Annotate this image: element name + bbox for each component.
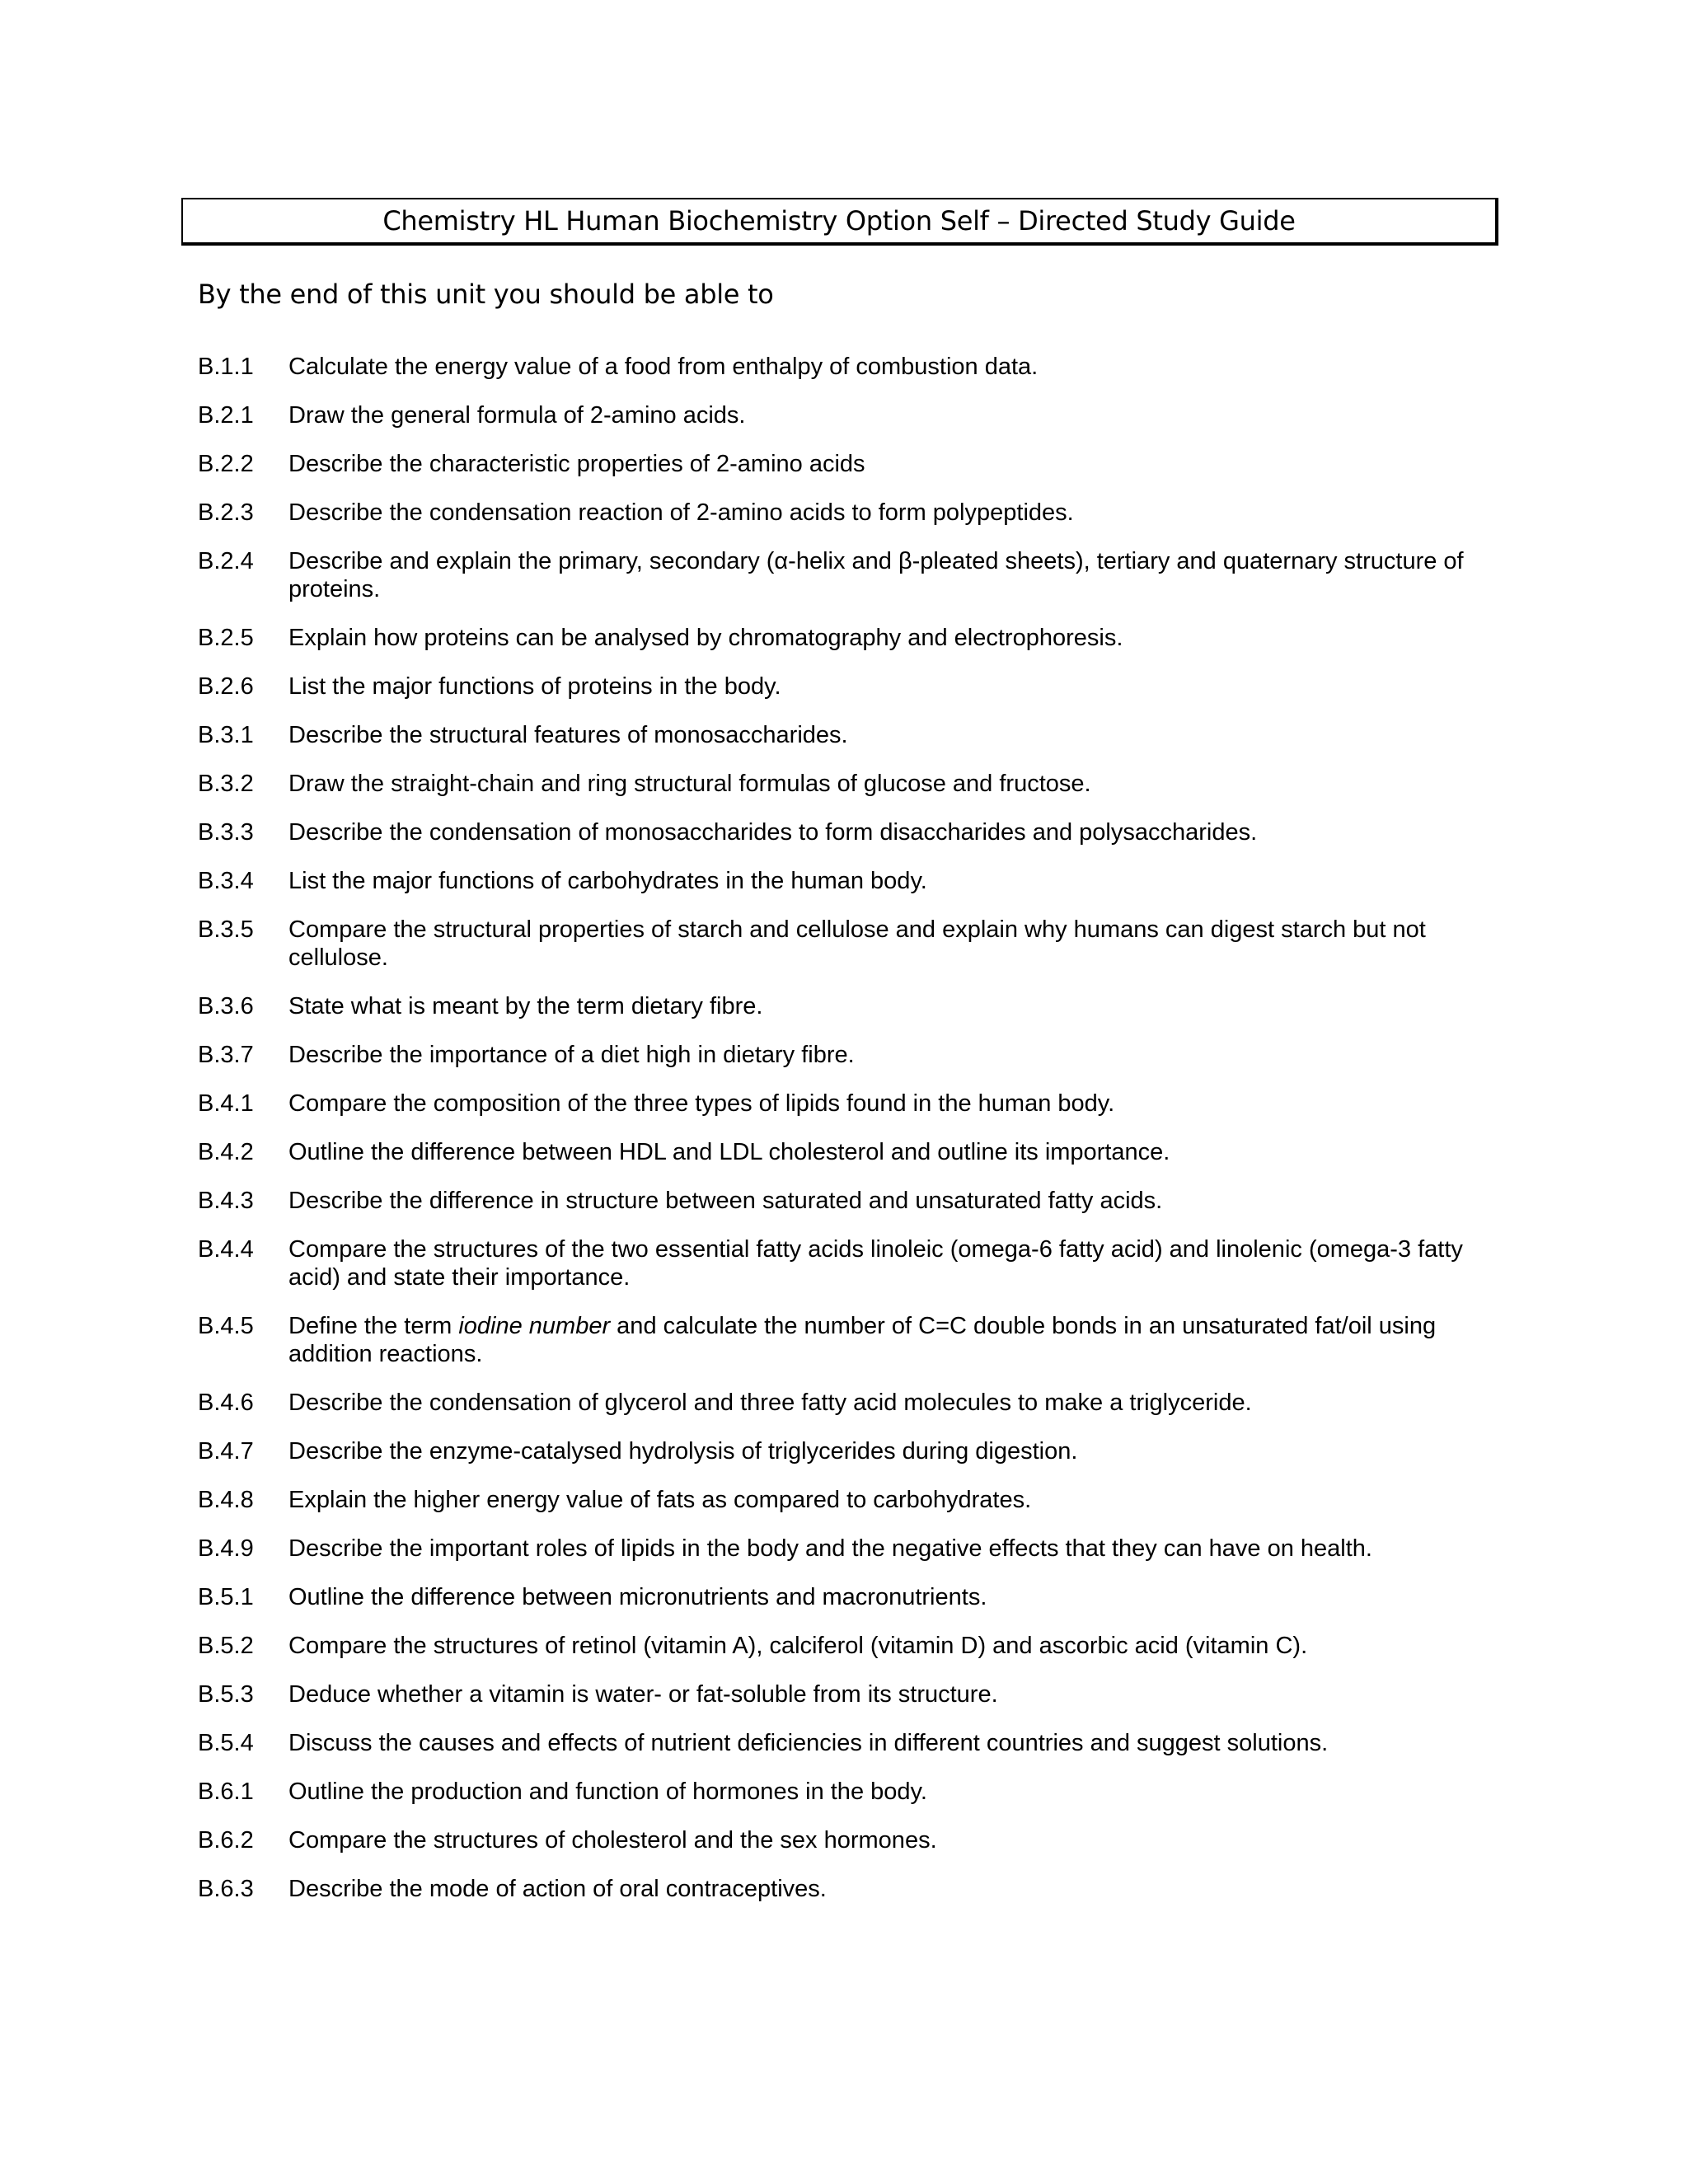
objective-code: B.2.5 [198, 625, 254, 651]
objective-item [198, 1875, 1508, 1903]
objective-code: B.5.1 [198, 1584, 254, 1610]
objective-text: Describe the condensation reaction of 2-amino acids to form polypeptides. [288, 499, 1074, 526]
objective-text: Explain the higher energy value of fats as compared to carbohydrates. [288, 1487, 1032, 1513]
objective-text: Describe the characteristic properties of 2-amino acids [288, 451, 865, 477]
objective-item [198, 1729, 1508, 1757]
objective-code: B.2.3 [198, 499, 254, 526]
objective-text: Compare the structures of cholesterol and the sex hormones. [288, 1827, 937, 1854]
objective-item [198, 1138, 1508, 1166]
objective-text: Discuss the causes and effects of nutrient deficiencies in different countries and suggest solutions. [288, 1730, 1329, 1756]
objective-text [288, 1312, 1508, 1368]
objective-text: Compare the composition of the three types of lipids found in the human body. [288, 1090, 1115, 1117]
objective-item [198, 1632, 1508, 1660]
objective-code: B.3.3 [198, 819, 254, 846]
objective-item [198, 721, 1508, 749]
objective-code: B.4.9 [198, 1535, 254, 1562]
objective-text: Describe the mode of action of oral contraceptives. [288, 1876, 827, 1902]
objective-code: B.3.4 [198, 868, 254, 894]
objective-item [198, 1090, 1508, 1118]
objective-text: List the major functions of proteins in the body. [288, 673, 781, 700]
objective-text-part: Define the term [288, 1313, 459, 1339]
objective-text: Compare the structural properties of starch and cellulose and explain why humans can digest starch but not cellulose. [288, 916, 1426, 971]
objective-item [198, 818, 1508, 846]
objective-code: B.3.1 [198, 722, 254, 748]
objective-item [198, 1680, 1508, 1708]
objective-item [198, 1437, 1508, 1465]
objective-item [198, 1778, 1508, 1806]
objective-code: B.2.4 [198, 548, 254, 574]
objective-item [198, 1583, 1508, 1611]
objective-code: B.1.1 [198, 354, 254, 380]
objective-item [198, 1041, 1508, 1069]
objective-text: Describe the difference in structure between saturated and unsaturated fatty acids. [288, 1188, 1163, 1214]
objective-text: Describe the structural features of monosaccharides. [288, 722, 848, 748]
objective-item [198, 916, 1508, 972]
objective-term: iodine number [458, 1313, 611, 1339]
objective-code: B.3.7 [198, 1042, 254, 1068]
objective-code: B.2.6 [198, 673, 254, 700]
objective-item [198, 499, 1508, 527]
intro-text: By the end of this unit you should be able to [198, 279, 774, 310]
objective-item [198, 867, 1508, 895]
objective-text: Calculate the energy value of a food from enthalpy of combustion data. [288, 354, 1039, 380]
objective-text: Deduce whether a vitamin is water- or fat-soluble from its structure. [288, 1681, 998, 1708]
objective-text: Compare the structures of retinol (vitamin A), calciferol (vitamin D) and ascorbic acid (vitamin C). [288, 1633, 1308, 1659]
objective-text: Describe the important roles of lipids in the body and the negative effects that they can have on health. [288, 1535, 1372, 1562]
objectives-list [198, 353, 1508, 1924]
objective-code: B.4.2 [198, 1139, 254, 1165]
objective-text: Describe the enzyme-catalysed hydrolysis of triglycerides during digestion. [288, 1438, 1078, 1465]
objective-code: B.4.7 [198, 1438, 254, 1465]
objective-text: Outline the production and function of hormones in the body. [288, 1779, 927, 1805]
objective-item [198, 401, 1508, 429]
objective-text: Describe the importance of a diet high in dietary fibre. [288, 1042, 855, 1068]
objective-code: B.5.2 [198, 1633, 254, 1659]
objective-item [198, 1187, 1508, 1215]
objective-code: B.6.2 [198, 1827, 254, 1854]
objective-text: Outline the difference between HDL and LDL cholesterol and outline its importance. [288, 1139, 1170, 1165]
objective-text: Compare the structures of the two essential fatty acids linoleic (omega-6 fatty acid) and linolenic (omega-3 fatty acid) and state their importance. [288, 1236, 1463, 1291]
objective-code: B.3.2 [198, 771, 254, 797]
objective-code: B.2.2 [198, 451, 254, 477]
objective-code: B.6.1 [198, 1779, 254, 1805]
objective-text: Outline the difference between micronutrients and macronutrients. [288, 1584, 987, 1610]
objective-code: B.4.8 [198, 1487, 254, 1513]
objective-text: State what is meant by the term dietary fibre. [288, 993, 763, 1019]
objective-text: Describe and explain the primary, secondary (α-helix and β-pleated sheets), tertiary and quaternary structure of proteins. [288, 548, 1464, 602]
objective-item [198, 1486, 1508, 1514]
objective-code: B.4.3 [198, 1188, 254, 1214]
objective-item [198, 1235, 1508, 1291]
objective-item [198, 1535, 1508, 1563]
objective-code: B.5.3 [198, 1681, 254, 1708]
objective-item [198, 353, 1508, 381]
objective-item [198, 1389, 1508, 1417]
objective-code: B.4.1 [198, 1090, 254, 1117]
objective-code: B.2.1 [198, 402, 254, 429]
objective-item [198, 1826, 1508, 1854]
objective-code: B.3.6 [198, 993, 254, 1019]
objective-text: Describe the condensation of glycerol and three fatty acid molecules to make a triglyceride. [288, 1390, 1252, 1416]
objective-item [198, 673, 1508, 701]
objective-code: B.4.5 [198, 1313, 254, 1339]
objective-text: Draw the general formula of 2-amino acids. [288, 402, 746, 429]
objective-item [198, 992, 1508, 1020]
objective-text: List the major functions of carbohydrates in the human body. [288, 868, 927, 894]
objective-item [198, 770, 1508, 798]
page-title: Chemistry HL Human Biochemistry Option Self – Directed Study Guide [181, 198, 1498, 246]
objective-item [198, 624, 1508, 652]
objective-item [198, 547, 1508, 603]
objective-text: Explain how proteins can be analysed by chromatography and electrophoresis. [288, 625, 1123, 651]
objective-item [198, 1312, 1508, 1368]
objective-code: B.3.5 [198, 916, 254, 943]
objective-item [198, 450, 1508, 478]
objective-code: B.4.4 [198, 1236, 254, 1263]
objective-code: B.6.3 [198, 1876, 254, 1902]
objective-code: B.5.4 [198, 1730, 254, 1756]
objective-code: B.4.6 [198, 1390, 254, 1416]
objective-text-part: and calculate the number of C=C double bonds in an unsaturated fat/oil using addition reactions. [288, 1313, 1437, 1367]
objective-text: Draw the straight-chain and ring structural formulas of glucose and fructose. [288, 771, 1091, 797]
objective-text: Describe the condensation of monosaccharides to form disaccharides and polysaccharides. [288, 819, 1258, 846]
